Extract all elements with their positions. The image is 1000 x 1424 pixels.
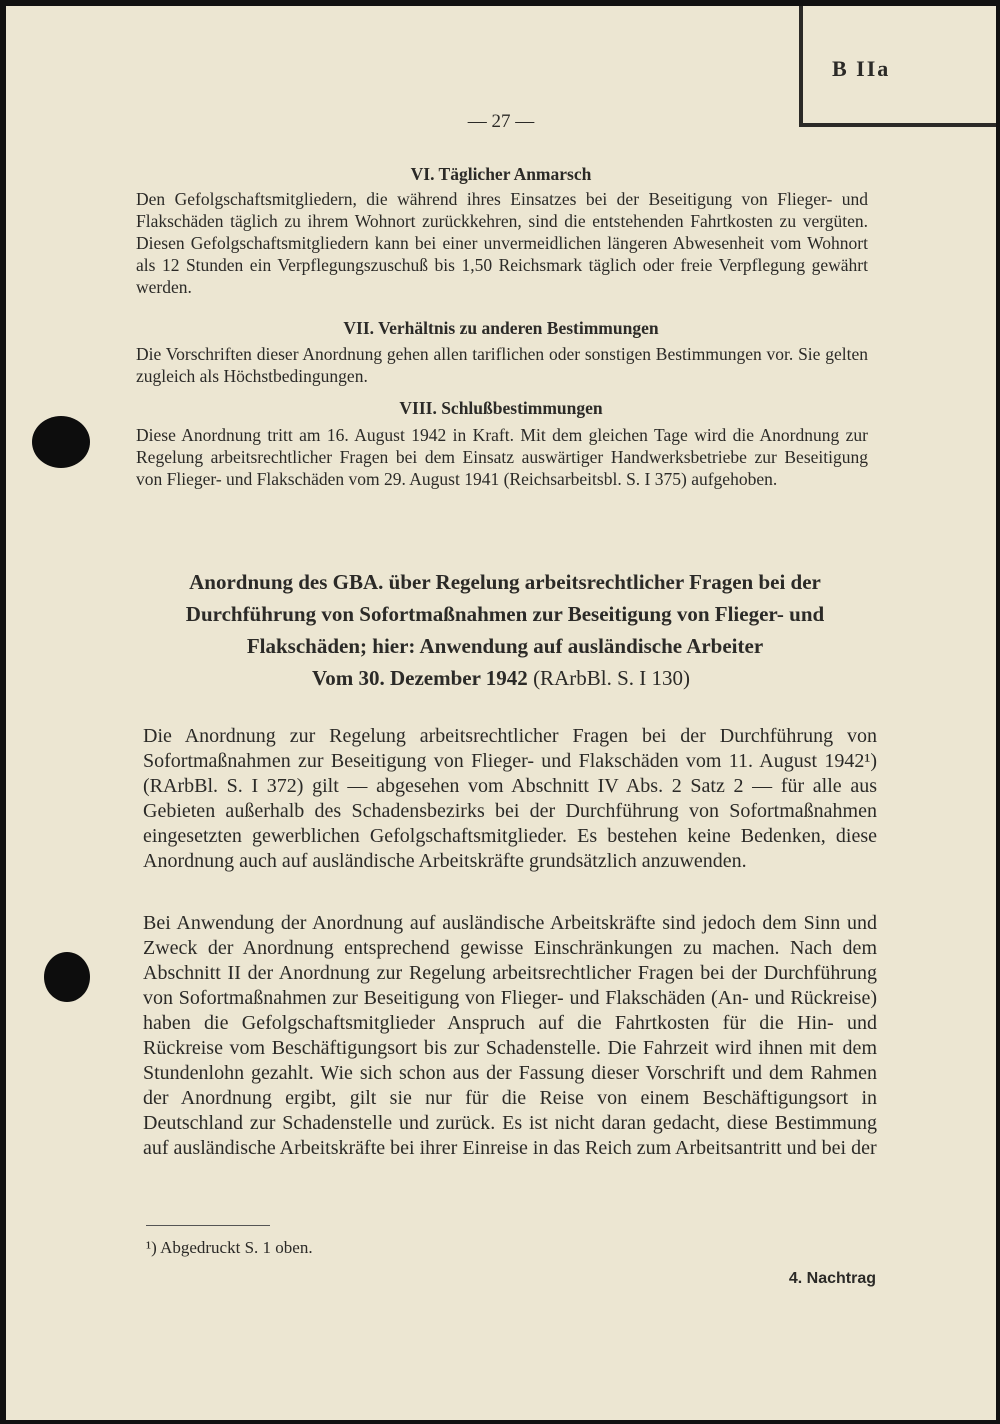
decree-date-line [6, 666, 996, 691]
footnote: ¹) Abgedruckt S. 1 oben. [146, 1238, 313, 1257]
decree-paragraph-2: Bei Anwendung der Anordnung auf ausländische Arbeitskräfte sind jedoch dem Sinn und Zweck der Anordnung entsprechend gewisse Einschränkungen zu machen. Nach dem Abschnitt II der Anordnung zur Regelung arbeitsrechtlicher Fragen bei der Durchführung von Sofortmaßnahmen zur Beseitigung von Flieger- und Flakschäden (An- und Rückreise) haben die Gefolgschaftsmitglieder Anspruch auf die Fahrtkosten für die Hin- und Rückreise vom Beschäftigungsort bis zur Schadenstelle. Die Fahrzeit wird ihnen mit dem Stundenlohn gezahlt. Wie sich schon aus der Fassung dieser Vorschrift und dem Rahmen der Anordnung ergibt, gilt sie nur für die Reise von einem Beschäftigungsort in Deutschland zur Schadenstelle und zurück. Es ist nicht daran gedacht, diese Bestimmung auf ausländische Arbeitskräfte bei ihrer Einreise in das Reich zum Arbeitsantritt und bei der [143, 912, 877, 1159]
footnote-divider [146, 1225, 270, 1226]
decree-date: Vom 30. Dezember 1942 [312, 666, 528, 690]
supplement-label: 4. Nachtrag [788, 1270, 876, 1287]
section-heading-vii: VII. Verhältnis zu anderen Bestimmungen [343, 318, 659, 338]
section-heading-vi: VI. Täglicher Anmarsch [410, 164, 592, 184]
document-page [6, 6, 996, 1420]
decree-title: Anordnung des GBA. über Regelung arbeitsrechtlicher Fragen bei der Durchführung von Sofortmaßnahmen zur Beseitigung von Flieger- und Flakschäden; hier: Anwendung auf ausländische Arbeiter [185, 570, 825, 658]
punch-hole-bottom [44, 952, 90, 1002]
punch-hole-top [32, 416, 90, 468]
page-number: — 27 — [467, 111, 535, 132]
corner-frame [799, 6, 996, 127]
section-code: B IIa [832, 56, 891, 81]
section-text-vii: Die Vorschriften dieser Anordnung gehen allen tariflichen oder sonstigen Bestimmungen vor. Sie gelten zugleich als Höchstbedingungen. [136, 344, 868, 386]
decree-reference: (RArbBl. S. I 130) [533, 666, 690, 690]
section-text-vi: Den Gefolgschaftsmitgliedern, die während ihres Einsatzes bei der Beseitigung von Flieger- und Flakschäden täglich zu ihrem Wohnort zurückkehren, sind die entstehenden Fahrtkosten zu vergüten. Diesen Gefolgschaftsmitgliedern kann bei einer unvermeidlichen längeren Abwesenheit vom Wohnort als 12 Stunden ein Verpflegungszuschuß bis 1,50 Reichsmark täglich oder freie Verpflegung gewährt werden. [136, 189, 868, 297]
section-text-viii: Diese Anordnung tritt am 16. August 1942 in Kraft. Mit dem gleichen Tage wird die Anordnung zur Regelung arbeitsrechtlicher Fragen bei dem Einsatz auswärtiger Handwerksbetriebe zur Beseitigung von Flieger- und Flakschäden vom 29. August 1941 (Reichsarbeitsbl. S. I 375) aufgehoben. [136, 425, 868, 489]
decree-paragraph-1: Die Anordnung zur Regelung arbeitsrechtlicher Fragen bei der Durchführung von Sofortmaßnahmen zur Beseitigung von Flieger- und Flakschäden vom 11. August 1942¹) (RArbBl. S. I 372) gilt — abgesehen vom Abschnitt IV Abs. 2 Satz 2 — für alle aus Gebieten außerhalb des Schadensbezirks bei der Durchführung von Sofortmaßnahmen eingesetzten gewerblichen Gefolgschaftsmitglieder. Es bestehen keine Bedenken, diese Anordnung auch auf ausländische Arbeitskräfte grundsätzlich anzuwenden. [143, 725, 877, 872]
section-heading-viii: VIII. Schlußbestimmungen [399, 398, 603, 418]
